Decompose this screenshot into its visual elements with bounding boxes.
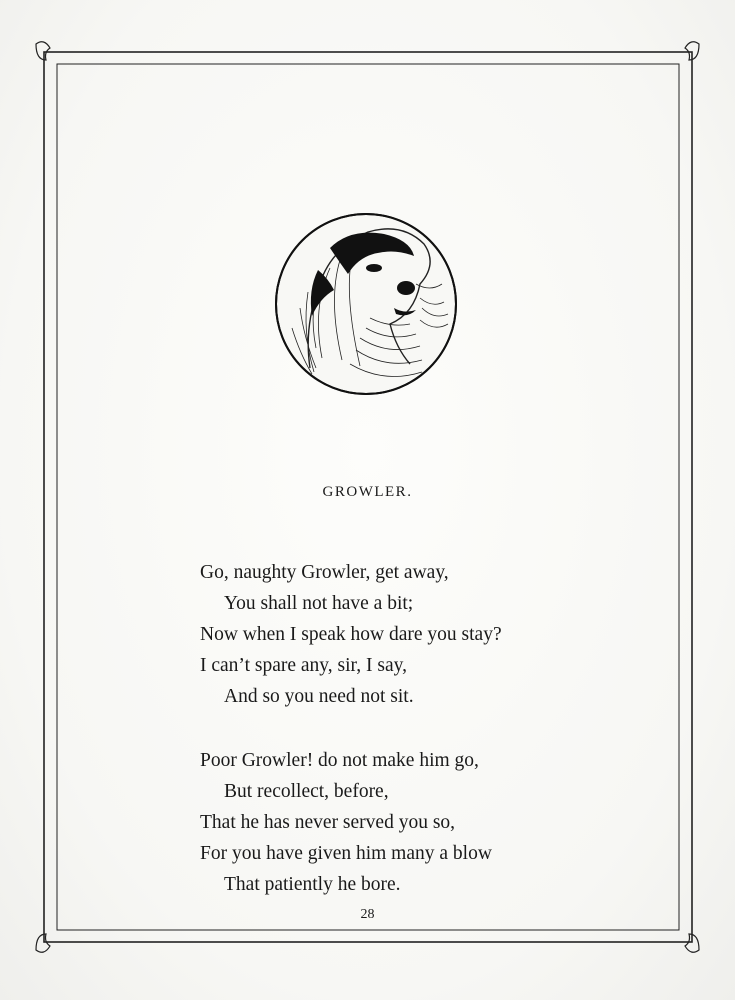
page-number: 28 — [360, 907, 375, 922]
dog-head-engraving-icon — [270, 208, 462, 400]
stanza-2 — [200, 745, 492, 900]
verse-line: Now when I speak how dare you stay? — [200, 624, 502, 645]
verse-line: But recollect, before, — [224, 781, 389, 802]
verse-line: For you have given him many a blow — [200, 843, 492, 864]
verse-line: That he has never served you so, — [200, 812, 456, 833]
stanza-1 — [200, 557, 502, 712]
verse-line: You shall not have a bit; — [224, 593, 414, 614]
verse-line: That patiently he bore. — [224, 874, 401, 895]
verse-line: And so you need not sit. — [224, 686, 414, 707]
poem-title: GROWLER. — [322, 484, 413, 500]
verse-line: I can’t spare any, sir, I say, — [200, 655, 407, 676]
verse-line: Poor Growler! do not make him go, — [200, 750, 479, 771]
verse-line: Go, naughty Growler, get away, — [200, 562, 449, 583]
